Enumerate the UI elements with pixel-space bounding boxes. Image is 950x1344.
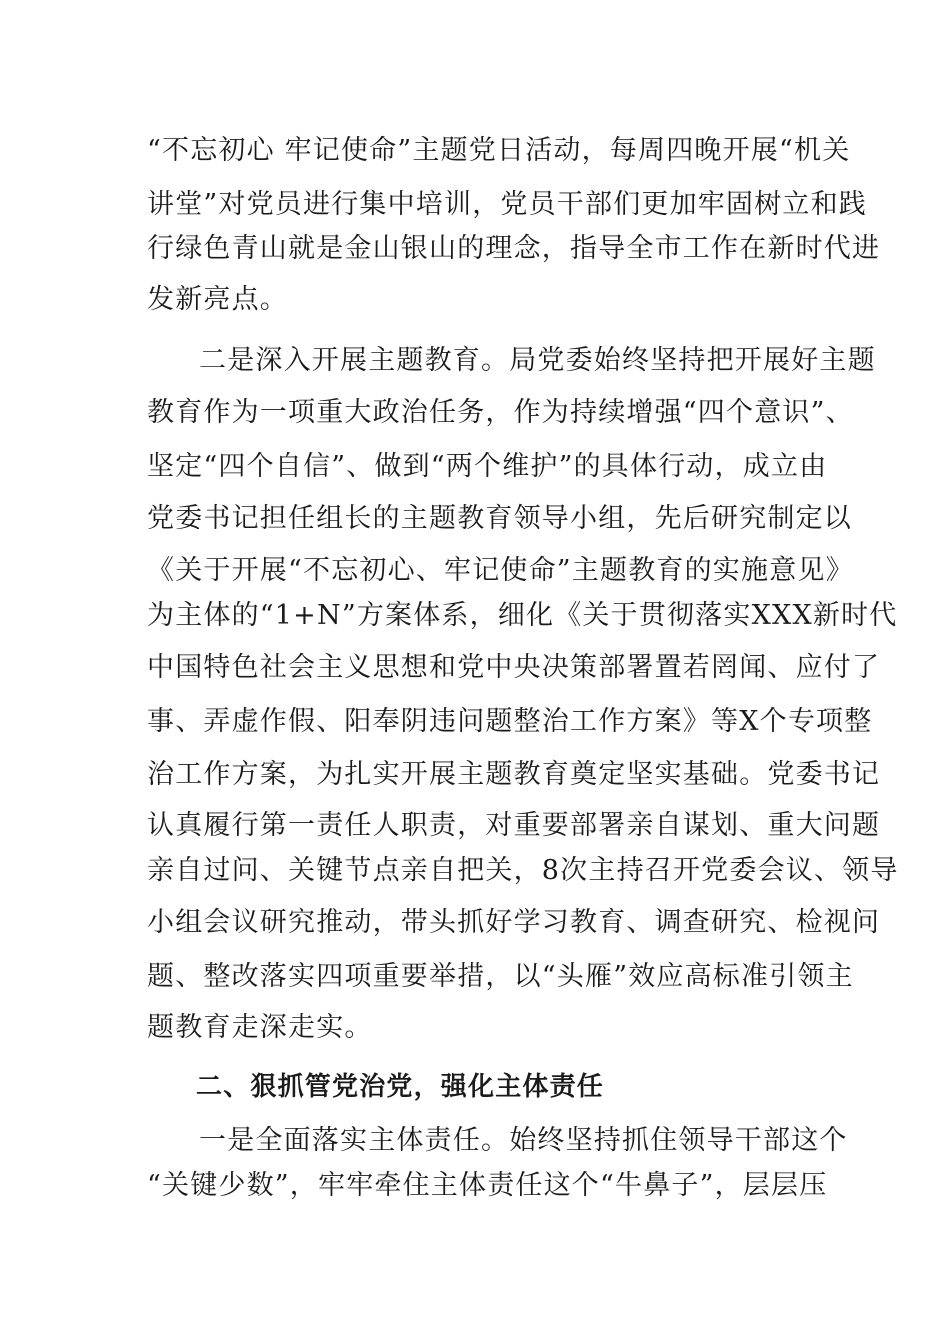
paragraph-line: 发新亮点。 — [147, 284, 288, 315]
paragraph-line: 党委书记担任组长的主题教育领导小组，先后研究制定以 — [147, 503, 852, 534]
paragraph-line: “不忘初心 牢记使命”主题党日活动，每周四晚开展“机关 — [147, 135, 851, 166]
paragraph-line: 行绿色青山就是金山银山的理念，指导全市工作在新时代进 — [147, 233, 881, 264]
paragraph-line: 小组会议研究推动，带头抓好学习教育、调查研究、检视问 — [147, 907, 881, 938]
paragraph-line: 二是深入开展主题教育。局党委始终坚持把开展好主题 — [199, 345, 876, 376]
paragraph-line: 讲堂”对党员进行集中培训，党员干部们更加牢固树立和践 — [147, 189, 868, 220]
paragraph-line: 为主体的“1+N”方案体系，细化《关于贯彻落实XXX新时代 — [147, 600, 898, 631]
paragraph-line: 《关于开展“不忘初心、牢记使命”主题教育的实施意见》 — [147, 555, 854, 586]
paragraph-line: 中国特色社会主义思想和党中央决策部署置若罔闻、应付了 — [147, 652, 881, 683]
paragraph-line: 题教育走深走实。 — [147, 1012, 373, 1043]
section-heading: 二、狠抓管党治党，强化主体责任 — [196, 1072, 605, 1102]
paragraph-line: 亲自过问、关键节点亲自把关，8次主持召开党委会议、领导 — [147, 855, 899, 886]
paragraph-line: 认真履行第一责任人职责，对重要部署亲自谋划、重大问题 — [147, 810, 881, 841]
paragraph-line: 治工作方案，为扎实开展主题教育奠定坚实基础。党委书记 — [147, 759, 881, 790]
paragraph-line: 一是全面落实主体责任。始终坚持抓住领导干部这个 — [199, 1125, 848, 1156]
paragraph-line: 事、弄虚作假、阳奉阴违问题整治工作方案》等X个专项整 — [147, 706, 873, 737]
paragraph-line: 题、整改落实四项重要举措，以“头雁”效应高标准引领主 — [147, 961, 854, 992]
paragraph-line: 坚定“四个自信”、做到“两个维护”的具体行动，成立由 — [147, 451, 828, 482]
paragraph-line: 教育作为一项重大政治任务，作为持续增强“四个意识”、 — [147, 397, 854, 428]
paragraph-line: “关键少数”，牢牢牵住主体责任这个“牛鼻子”，层层压 — [147, 1170, 828, 1201]
